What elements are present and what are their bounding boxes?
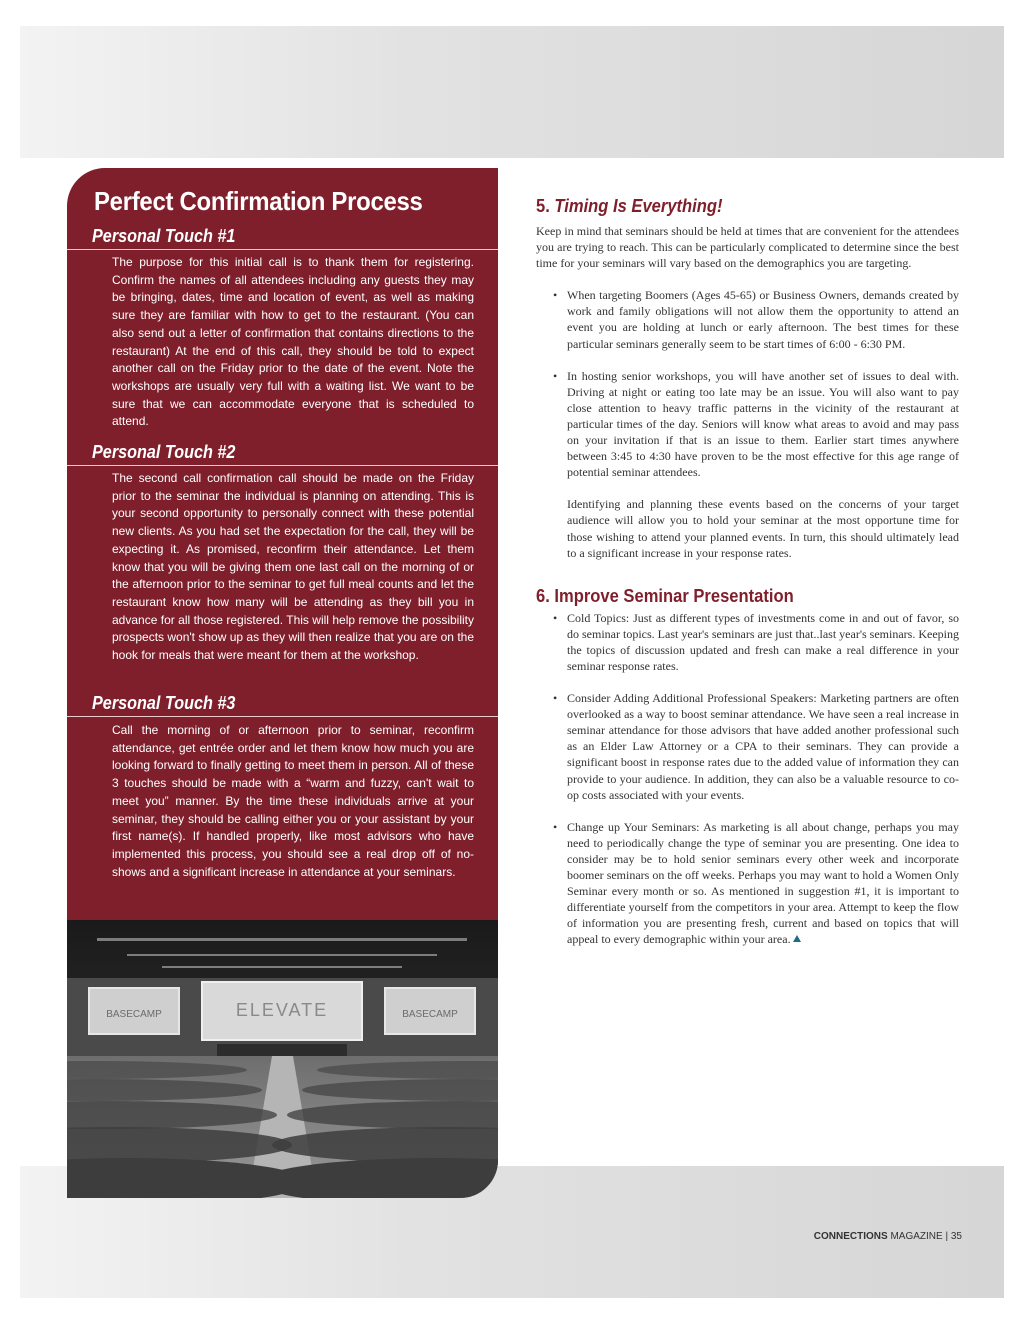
section-6-bullet-1: Cold Topics: Just as different types of investments come in and out of favor, so do seminar topics. Last year's seminars are just that..last year's seminars. Keeping the topics of discussion updated and fresh can make a real difference in your seminar response rates.	[567, 610, 959, 673]
bullet-icon: •	[553, 288, 558, 303]
section-5-heading	[536, 196, 925, 217]
screen-left-text: BASECAMP	[106, 1009, 162, 1020]
list-item	[536, 610, 959, 674]
screen-center-text: ELEVATE	[235, 1000, 329, 1020]
seminar-photo	[67, 920, 498, 1198]
list-item	[536, 368, 959, 481]
touch-1-label: Personal Touch #1	[92, 226, 236, 246]
section-6-bullet-2: Consider Adding Additional Professional Speakers: Marketing partners are often overlooked as a way to boost seminar attendance. We have seen a real increase in seminar attendance for those advisors that have added another professional such as an Elder Law Attorney or a CPA to their seminars. They can provide a significant boost in response rates due to the added value of information they can provide to your audience. In addition, they can also be a valuable resource to co-op costs associated with your events.	[567, 691, 959, 802]
section-5-intro: Keep in mind that seminars should be held at times that are convenient for the attendees you are trying to reach. This can be particularly complicated to determine since the best time for your seminars will vary based on the demographics you are targeting.	[536, 224, 959, 271]
list-item	[536, 819, 959, 948]
touch-3-label: Personal Touch #3	[92, 693, 236, 713]
end-mark-icon	[793, 935, 801, 942]
footer-brand: CONNECTIONS	[813, 1231, 888, 1242]
section-5-number: 5.	[536, 196, 550, 216]
section-5-bullet-2: In hosting senior workshops, you will have another set of issues to deal with. Driving at night or eating too late may be an issue. You will also want to pay close attention to heavy traffic patterns in the vicinity of the restaurant at particular times of the day. Seniors will know what areas to avoid and may pass on your invitation if that is an issue to them. Earlier start times anywhere between 3:45 to 4:30 have proven to be the most effective for this age range of potential seminar attendees.	[567, 368, 959, 480]
touch-2-label: Personal Touch #2	[92, 442, 236, 462]
divider	[67, 716, 498, 717]
touch-2-body: The second call confirmation call should be made on the Friday prior to the seminar the individual is planning on attending. This is your second opportunity to personally connect with these potential new clients. As you had set the expectation for the call, they will be expecting it. As promised, reconfirm their attendance. Let them know that you will be giving them one last call on the morning of or the afternoon prior to the seminar to get full meal counts and let the restaurant know how many will be attending as they bill you in advance for all those registered. This will help remove the possibility prospects won't show up as they will then realize that you are on the hook for meals that were meant for them at the workshop.	[112, 471, 474, 663]
section-5-closing: Identifying and planning these events based on the concerns of your target audience will allow you to hold your seminar at the most opportune time for those wishing to attend your planned events. In turn, this should ultimately lead to a significant increase in your response rates.	[567, 497, 959, 560]
sidebar-title: Perfect Confirmation Process	[94, 186, 423, 216]
confirmation-sidebar	[67, 168, 498, 1198]
section-6-bullets	[536, 610, 959, 948]
bullet-icon: •	[553, 691, 558, 706]
footer-magazine: MAGAZINE	[890, 1231, 943, 1242]
section-6-bullet-3-wrap	[567, 819, 959, 948]
section-5-bullets	[536, 287, 959, 480]
section-5-bullet-1: When targeting Boomers (Ages 45-65) or Business Owners, demands created by work and family obligations will not allow them the opportunity to attend an event you are holding at lunch or early afternoon. The best times for these particular seminars generally seem to be start times of 6:00 - 6:30 PM.	[567, 288, 959, 351]
article-right-column	[536, 196, 959, 947]
bullet-icon: •	[553, 819, 558, 834]
section-5-title: Timing Is Everything!	[554, 196, 723, 216]
footer-separator: |	[945, 1231, 949, 1242]
screen-right-text: BASECAMP	[402, 1009, 458, 1020]
page-footer	[814, 1231, 962, 1242]
divider	[67, 465, 498, 466]
bullet-icon: •	[553, 610, 558, 625]
touch-3-body: Call the morning of or afternoon prior to seminar, reconfirm attendance, get entrée order and let them know how much you are looking forward to finally getting to meet them in person. All of these 3 touches should be made with a “warm and fuzzy, can't wait to meet you” manner. By the time these individuals arrive at your seminar, they should be calling either you or your assistant by your first name(s). If handled properly, like most advisors who have implemented this process, you should see a real drop off of no-shows and a significant increase in attendance at your seminars.	[112, 723, 474, 879]
touch-1-body: The purpose for this initial call is to thank them for registering. Confirm the names of all attendees including any guests they may be bringing, dates, time and location of event, as well as making sure they are familiar with how to get to the restaurant. (You can also send out a letter of confirmation that contains directions to the restaurant) At the end of this call, they should be told to expect another call on the Friday prior to the date of the event. Note the workshops are usually very full with a waiting list. We want to be sure that we can accommodate everyone that is scheduled to attend.	[112, 255, 474, 429]
bullet-icon: •	[553, 368, 558, 383]
divider	[67, 249, 498, 250]
section-6-bullet-3: Change up Your Seminars: As marketing is all about change, perhaps you may need to periodically change the type of seminar you are presenting. One idea to consider may be to hold senior seminars every other week and incorporate boomer seminars on the off weeks. Perhaps you may want to hold a Women Only Seminar every month or so. As mentioned in suggestion #1, it is important to differentiate yourself from the competitors in your area. Attempt to keep the flow of information you are presenting fresh, current and based on topics that will appeal to every demographic within your area.	[567, 819, 959, 947]
section-6-heading: 6. Improve Seminar Presentation	[536, 585, 794, 606]
list-item	[536, 690, 959, 803]
list-item	[536, 287, 959, 351]
page-number: 35	[950, 1231, 962, 1242]
top-gray-band	[20, 26, 1004, 158]
